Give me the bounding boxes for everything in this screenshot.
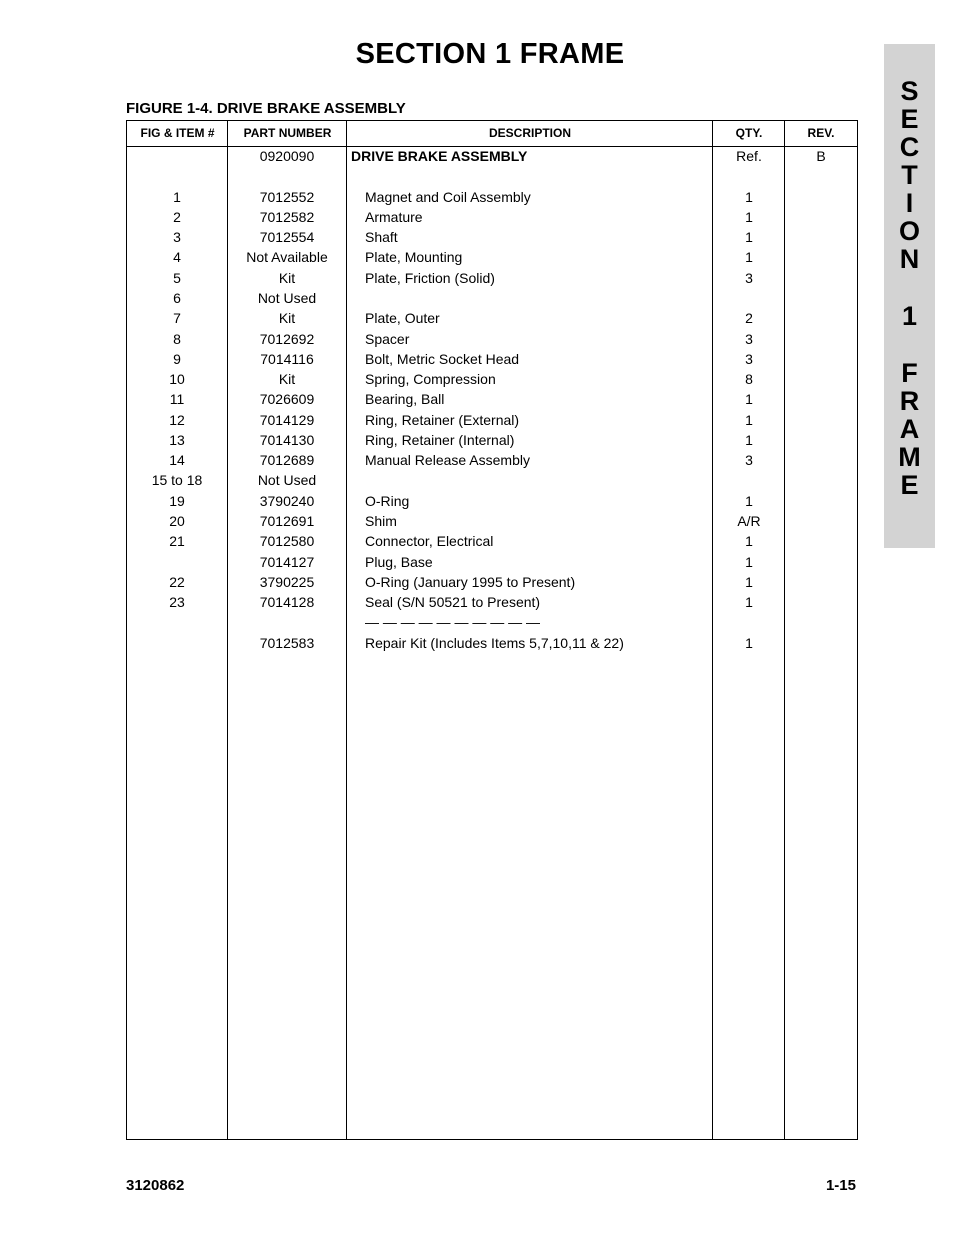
part-number-cell: Kit <box>278 310 296 327</box>
description-cell: O-Ring (January 1995 to Present) <box>365 573 576 590</box>
fig-item-cell <box>127 633 227 653</box>
table-row <box>127 187 857 207</box>
fig-item-cell: 19 <box>169 492 185 509</box>
description-cell: Spacer <box>365 330 410 347</box>
description-cell: Manual Release Assembly <box>365 452 530 469</box>
rev-cell <box>785 207 857 227</box>
description-cell <box>365 288 715 308</box>
table-row <box>127 511 857 531</box>
table-row <box>127 572 857 592</box>
qty-cell: 1 <box>745 411 753 428</box>
rev-cell <box>785 268 857 288</box>
part-number-cell: 7012554 <box>259 229 315 246</box>
section-tab-letter: A <box>899 414 920 444</box>
description-cell: Plate, Outer <box>365 310 440 327</box>
description-cell: Bearing, Ball <box>365 391 445 408</box>
description-cell: O-Ring <box>365 492 410 509</box>
section-tab-letter: S <box>900 76 919 106</box>
header-description: DESCRIPTION <box>488 126 571 140</box>
fig-item-cell: 6 <box>173 289 181 306</box>
table-row <box>127 430 857 450</box>
qty-cell <box>714 288 784 308</box>
header-part-number: PART NUMBER <box>243 126 332 140</box>
fig-item-cell: 5 <box>173 269 181 286</box>
table-row <box>127 308 857 328</box>
part-number-cell <box>228 166 346 186</box>
table-row <box>127 166 857 186</box>
description-cell <box>365 166 715 186</box>
fig-item-cell: 13 <box>169 431 185 448</box>
part-number-cell: 3790225 <box>259 573 315 590</box>
qty-cell: 3 <box>745 452 753 469</box>
section-tab-letter: F <box>901 358 918 388</box>
fig-item-cell: 4 <box>173 249 181 266</box>
part-number-cell: 7014127 <box>259 553 315 570</box>
rev-cell <box>785 227 857 247</box>
rev-cell <box>785 552 857 572</box>
table-row <box>127 633 857 653</box>
rev-cell <box>785 308 857 328</box>
part-number-cell: 7014116 <box>260 350 314 367</box>
table-row <box>127 247 857 267</box>
part-number-cell: 7014130 <box>259 431 315 448</box>
rev-cell <box>785 572 857 592</box>
description-cell: Ring, Retainer (External) <box>365 411 520 428</box>
rev-cell <box>785 612 857 632</box>
section-tab-letter: E <box>900 470 919 500</box>
description-cell: Shaft <box>365 229 398 246</box>
description-cell: Seal (S/N 50521 to Present) <box>365 594 541 611</box>
rev-cell <box>785 410 857 430</box>
rev-cell <box>785 389 857 409</box>
header-rev: REV. <box>807 126 835 140</box>
rev-cell: B <box>816 148 826 164</box>
qty-cell: 1 <box>745 229 753 246</box>
section-tab-letter: I <box>905 188 914 218</box>
page-number: 1-15 <box>825 1177 856 1194</box>
qty-cell <box>714 470 784 490</box>
fig-item-cell: 12 <box>169 411 185 428</box>
table-row <box>127 227 857 247</box>
part-number-cell: 7014129 <box>259 411 315 428</box>
description-cell: — — — — — — — — — — <box>365 614 541 631</box>
header-fig-item: FIG & ITEM # <box>140 126 215 140</box>
section-tab-letter: N <box>899 244 920 274</box>
description-cell: Shim <box>365 513 397 530</box>
section-tab-letter: E <box>900 104 919 134</box>
qty-cell: 1 <box>745 553 753 570</box>
fig-item-cell <box>127 166 227 186</box>
fig-item-cell: 23 <box>169 594 185 611</box>
page-title: SECTION 1 FRAME <box>355 38 625 70</box>
description-cell: Bolt, Metric Socket Head <box>365 350 520 367</box>
rev-cell <box>785 247 857 267</box>
description-cell: DRIVE BRAKE ASSEMBLY <box>351 148 528 164</box>
description-cell: Repair Kit (Includes Items 5,7,10,11 & 22) <box>365 634 624 651</box>
description-cell: Connector, Electrical <box>365 533 494 550</box>
qty-cell <box>714 612 784 632</box>
rev-cell <box>785 166 857 186</box>
section-tab-letter: C <box>899 132 920 162</box>
rev-cell <box>785 369 857 389</box>
rev-cell <box>785 288 857 308</box>
header-qty: QTY. <box>735 126 763 140</box>
table-row <box>127 207 857 227</box>
table-row <box>127 146 857 166</box>
rev-cell <box>785 187 857 207</box>
qty-cell: 1 <box>745 391 753 408</box>
table-row <box>127 491 857 511</box>
section-tab-letter: M <box>898 442 921 472</box>
description-cell: Magnet and Coil Assembly <box>365 188 531 205</box>
section-tab-letter: R <box>899 386 920 416</box>
qty-cell: 8 <box>745 371 753 388</box>
rev-cell <box>785 470 857 490</box>
rev-cell <box>785 491 857 511</box>
rev-cell <box>785 349 857 369</box>
fig-item-cell: 14 <box>169 452 185 469</box>
table-row <box>127 268 857 288</box>
description-cell: Armature <box>365 208 423 225</box>
description-cell: Ring, Retainer (Internal) <box>365 431 515 448</box>
table-row <box>127 410 857 430</box>
table-row <box>127 329 857 349</box>
table-row <box>127 450 857 470</box>
fig-item-cell: 20 <box>169 513 185 530</box>
qty-cell: 1 <box>745 634 753 651</box>
qty-cell: 1 <box>745 533 753 550</box>
qty-cell: 1 <box>745 594 753 611</box>
qty-cell: 1 <box>745 249 753 266</box>
fig-item-cell <box>127 146 227 166</box>
section-tab-letter: 1 <box>901 301 918 331</box>
part-number-cell: 7026609 <box>259 391 315 408</box>
rev-cell <box>785 633 857 653</box>
qty-cell: 1 <box>745 188 753 205</box>
part-number-cell: Not Available <box>246 249 328 266</box>
fig-item-cell: 8 <box>173 330 181 347</box>
fig-item-cell: 22 <box>169 573 185 590</box>
rev-cell <box>785 592 857 612</box>
qty-cell: 3 <box>745 330 753 347</box>
rev-cell <box>785 511 857 531</box>
qty-cell: 1 <box>745 431 753 448</box>
part-number-cell <box>228 612 346 632</box>
rev-cell <box>785 430 857 450</box>
qty-cell: A/R <box>737 513 761 530</box>
fig-item-cell: 1 <box>173 188 181 205</box>
qty-cell: Ref. <box>736 148 762 164</box>
part-number-cell: 7012691 <box>259 513 315 530</box>
part-number-cell: Kit <box>278 371 296 388</box>
table-row <box>127 288 857 308</box>
section-tab-letter: T <box>901 160 918 190</box>
part-number-cell: 3790240 <box>259 492 315 509</box>
description-cell: Plate, Mounting <box>365 249 463 266</box>
fig-item-cell: 10 <box>169 371 185 388</box>
rev-cell <box>785 531 857 551</box>
fig-item-cell: 15 to 18 <box>151 472 203 489</box>
section-tab-letter: O <box>898 216 920 246</box>
table-row <box>127 531 857 551</box>
description-cell <box>365 470 715 490</box>
table-row <box>127 349 857 369</box>
rev-cell <box>785 450 857 470</box>
section-tab <box>884 44 935 548</box>
table-row <box>127 552 857 572</box>
document-number: 3120862 <box>126 1177 185 1194</box>
table-row <box>127 592 857 612</box>
fig-item-cell: 9 <box>173 350 181 367</box>
figure-title: FIGURE 1-4. DRIVE BRAKE ASSEMBLY <box>126 100 406 117</box>
table-header <box>127 121 857 147</box>
rev-cell <box>785 329 857 349</box>
qty-cell <box>714 166 784 186</box>
qty-cell: 1 <box>745 573 753 590</box>
qty-cell: 1 <box>745 492 753 509</box>
fig-item-cell: 21 <box>169 533 185 550</box>
fig-item-cell <box>127 552 227 572</box>
qty-cell: 3 <box>745 269 753 286</box>
qty-cell: 2 <box>745 310 753 327</box>
table-row <box>127 612 857 632</box>
part-number-cell: 7012580 <box>259 533 315 550</box>
part-number-cell: 0920090 <box>259 148 315 164</box>
description-cell: Plug, Base <box>365 553 433 570</box>
part-number-cell: Not Used <box>257 472 317 489</box>
qty-cell: 3 <box>745 350 753 367</box>
fig-item-cell <box>127 612 227 632</box>
part-number-cell: 7014128 <box>259 594 315 611</box>
fig-item-cell: 7 <box>173 310 181 327</box>
fig-item-cell: 2 <box>173 208 181 225</box>
fig-item-cell: 11 <box>169 391 185 408</box>
part-number-cell: 7012583 <box>259 634 315 651</box>
description-cell: Spring, Compression <box>365 371 496 388</box>
description-cell: Plate, Friction (Solid) <box>365 269 495 286</box>
table-row <box>127 470 857 490</box>
part-number-cell: 7012552 <box>259 188 315 205</box>
part-number-cell: 7012692 <box>259 330 315 347</box>
table-row <box>127 389 857 409</box>
fig-item-cell: 3 <box>173 229 181 246</box>
parts-table <box>126 120 858 1140</box>
part-number-cell: Not Used <box>257 289 317 306</box>
table-row <box>127 369 857 389</box>
part-number-cell: Kit <box>278 269 296 286</box>
qty-cell: 1 <box>745 208 753 225</box>
part-number-cell: 7012689 <box>259 452 315 469</box>
part-number-cell: 7012582 <box>259 208 315 225</box>
